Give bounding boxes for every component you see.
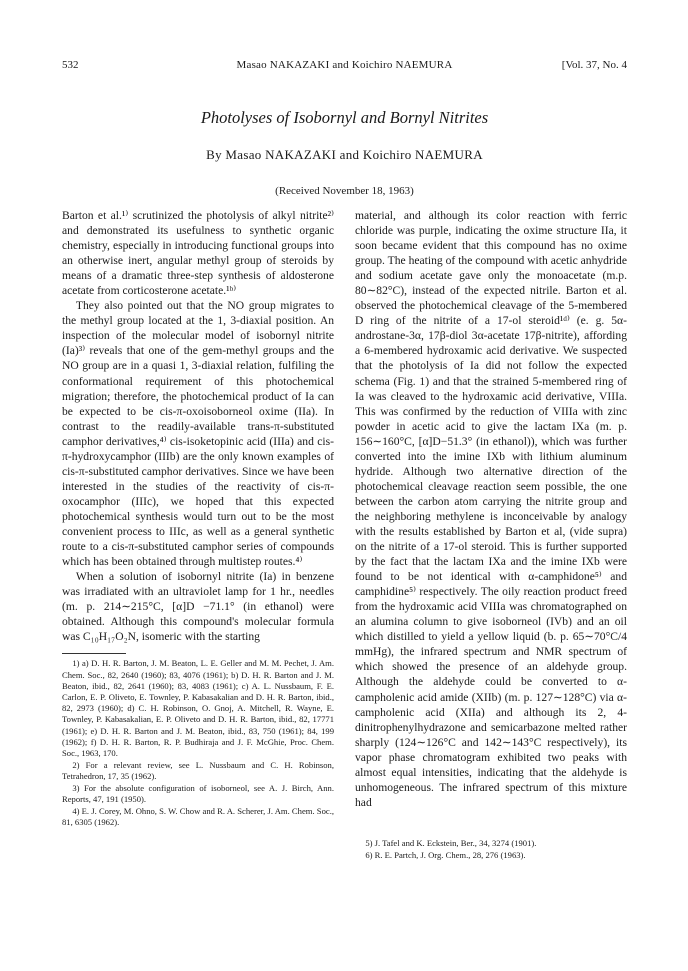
- footnote: 1) a) D. H. R. Barton, J. M. Beaton, L. E. Geller and M. M. Pechet, J. Am. Chem. Soc., 82, 2640 (1960); 83, 4076 (1961); b) D. H. R. Barton and J. M. Beaton, ibid., 82, 2641 (1960); 83, 4083 (1961); c) A. L. Nussbaum, F. E. Carlon, E. P. Oliveto, E. Townley, P. Kabasakalian and D. H. R. Barton, ibid., 82, 2973 (1960); d) C. H. Robinson, O. Gnoj, A. Mitchell, R. Wayne, E. Townley, P. Kabasakalian, E. P. Oliveto and D. H. R. Barton, ibid., 82, 17771 (1961); e) D. H. R. Barton and J. M. Beaton, ibid., 83, 750 (1961); 84, 199 (1962); f) D. H. R. Barton, R. P. Budhiraja and J. F. McGhie, Proc. Chem. Soc., 1963, 170.: [62, 658, 334, 758]
- running-header-authors: Masao NAKAZAKI and Koichiro NAEMURA: [236, 59, 453, 71]
- received-date: (Received November 18, 1963): [275, 185, 414, 197]
- paragraph: material, and although its color reaction with ferric chloride was purple, indicating the oxime structure IIa, it soon became evident that this compound has no oxime group. The heating of the compound with acetic anhydride and sodium acetate gave only the monoacetate (m.p. 80∼82°C), instead of the expected nitrile. Barton et al. observed the photochemical cleavage of the 5-membered D ring of the nitrite of a 17-ol steroid¹ᵈ⁾ (e. g. 5α-androstane-3α, 17β-diol 3α-acetate 17β-nitrite), affording a 6-membered hydroxamic acid derivative. We suspected that the photolysis of Ia did not follow the expected schema (Fig. 1) and that the strained 5-membered ring of Ia was cleaved to the hydroxamic acid derivative, VIIIa. This was confirmed by the reduction of VIIIa with zinc powder in acetic acid to give the lactam IXa (m. p. 156∼160°C, [α]D−51.3° (in ethanol)), which was further converted into the imine IXb with lithium aluminum hydride. Although two alternative direction of the photochemical cleavage reaction seem possible, the one between the carbon atom carrying the nitrite group and the neighboring methylene is inconceivable by analogy with the results established by Barton et al, (vide supra) on the nitrite of a 17-ol steroid. This is further supported by the fact that the lactam IXa and the imine IXb were found to be not identical with α-camphidone⁵⁾ and camphidine⁵⁾ respectively. The oily reaction product freed from the hydroxamic acid VIIIa was chromatographed on an alumina column to give isoborneol (IVb) and an oil which distilled to yield a yellow liquid (b. p. 65∼70°C/4 mmHg), the infrared spectrum and NMR spectrum of which showed the presence of an aldehyde group. Although the aldehyde could be converted to α-campholenic acid amide (XIIb) (m. p. 127∼128°C) via α-campholenic acid (XIIa) and although its 2, 4-dinitrophenylhydrazone and semicarbazone melted rather sharply (124∼126°C and 142∼143°C respectively), its vapor phase chromatogram exhibited two peaks with almost equal intensities, indicating that the aldehyde is unhomogeneous. The infrared spectrum of this mixture had: [355, 209, 627, 809]
- paragraph: When a solution of isobornyl nitrite (Ia) in benzene was irradiated with an ultraviolet lamp for 1 hr., needles (m. p. 214∼215°C, [α]D −71.1° (in ethanol) were obtained. Although this compound's molecular formula was C₁₀H₁₇O₂N, isomeric with the starting: [62, 570, 334, 644]
- left-column-text: [62, 208, 334, 644]
- footnote: 4) E. J. Corey, M. Ohno, S. W. Chow and R. A. Scherer, J. Am. Chem. Soc., 81, 6305 (1962).: [62, 805, 334, 827]
- footnote: 2) For a relevant review, see L. Nussbaum and C. H. Robinson, Tetrahedron, 17, 35 (1962).: [62, 759, 334, 781]
- right-column-text: [355, 208, 627, 810]
- footnote-divider: [62, 653, 126, 654]
- running-header: [62, 57, 627, 73]
- footnotes-left: [62, 658, 334, 828]
- volume-issue: [Vol. 37, No. 4: [561, 59, 627, 71]
- right-column: [355, 208, 627, 861]
- page-number: 532: [62, 59, 79, 71]
- article-byline: By Masao NAKAZAKI and Koichiro NAEMURA: [206, 147, 483, 162]
- footnote: 3) For the absolute configuration of isoborneol, see A. J. Birch, Ann. Reports, 47, 191 (1950).: [62, 782, 334, 804]
- footnote: 6) R. E. Partch, J. Org. Chem., 28, 276 (1963).: [365, 849, 526, 860]
- footnotes-right: [355, 838, 627, 861]
- article-title: Photolyses of Isobornyl and Bornyl Nitrites: [200, 108, 489, 127]
- paragraph: They also pointed out that the NO group migrates to the methyl group located at the 1, 3-diaxial position. An inspection of the molecular model of isobornyl nitrite (Ia)³⁾ reveals that one of the gem-methyl groups and the NO group are in a quasi 1, 3-diaxial relation, fulfiling the conformational requirement of this photochemical migration; therefore, the photochemical product of Ia can be expected to be cis-π-oxoisoborneol oxime (IIa). In contrast to the readily-available trans-π-substituted camphor derivatives,⁴⁾ cis-isoketopinic acid (IIIa) and cis-π-hydroxycamphor (IIIb) are the only known examples of cis-π-substituted camphor derivatives. Since we have been interested in the studies of the reactivity of cis-π-oxocamphor (IIIc), we hoped that this expected photochemical synthesis would turn out to be the most convenient process to IIIc, as well as a general synthetic route to a cis-π-substituted camphor series of compounds which has been obtained through multistep routes.⁴⁾: [62, 299, 334, 569]
- left-column: [62, 208, 334, 828]
- footnote: 5) J. Tafel and K. Eckstein, Ber., 34, 3274 (1901).: [365, 837, 537, 848]
- paragraph: Barton et al.¹⁾ scrutinized the photolysis of alkyl nitrite²⁾ and demonstrated its usefulness to synthetic organic chemistry, especially in introducing functional groups into an otherwise inert, angular methyl group of steroids by means of a dramatic three-step synthesis of aldosterone acetate from corticosterone acetate.¹ᵇ⁾: [62, 209, 334, 298]
